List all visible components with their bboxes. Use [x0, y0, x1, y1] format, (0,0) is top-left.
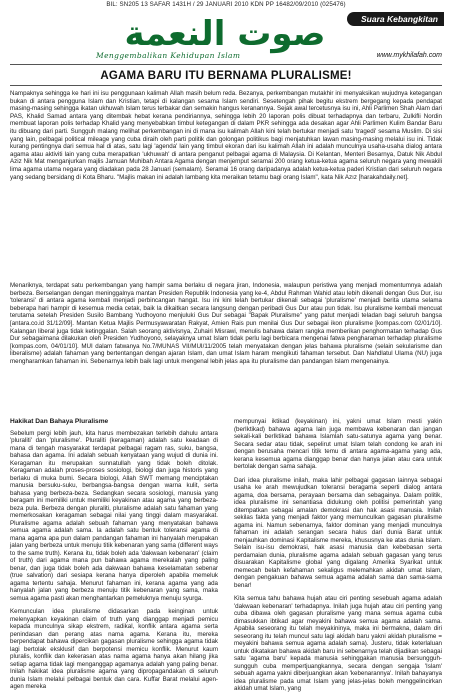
paragraph: Sebelum pergi lebih jauh, kita harus membezakan terlebih dahulu antara 'pluraliti' dan 'pluralisme'. Pluraliti (keragaman) adalah satu keadaan di mana di tengah masyarakat terdapat pelbagai ragam ras, suku, bangsa, bahasa dan agama. Ini adalah sebuah kenyataan yang wujud di dunia ini. Keragaman itu merupakan sunnatullah yang tidak boleh ditolak. Keragaman adalah proses-proses sosiologi, biologi dan juga historis yang berlaku di muka bumi. Secara biologi, Allah SWT memang menciptakan manusia bersuku-suku, berbangsa-bangsa dengan warna kulit, serta bahasa yang berbeza-beza. Sedangkan secara sosiologi, manusia yang beragam ini memiliki untuk memiliki keyakinan atau agama yang berbeza-beza pula. Berbeza dengan pluraliti, pluralisme adalah satu fahaman yang memerkosakan keragaman sebagai nilai yang tinggi dalam masyarakat. Pluralisme agama adalah sebuah fahaman yang menyatakan bahawa semua agama adalah sama. Ia adalah satu bentuk toleransi agama di mana agama apa pun dalam pandangan fahaman ini hanyalah merupakan jalan yang berbeza untuk menuju titik kebenaran yang sama (different ways to the same truth). Kerana itu, tidak boleh ada 'dakwaan kebenaran' (claim of truth) dari agama mana pun bahawa agama merekalah yang paling benar, dan juga tidak boleh ada dakwaan bahawa keselamatan sebenar (true salvation) dari sesiapa kerana hanya diperoleh apabila memeluk agama tertentu sahaja. Menurut fahaman ini, kerana agama yang ada hanyalah jalan yang berbeza menuju titik kebenaran yang sama, maka semua agama pasti akan menghantarkan pemeluknya menuju syurga. [10, 429, 218, 602]
section-heading: Hakikat Dan Bahaya Pluralisme [10, 418, 109, 425]
divider [10, 85, 442, 86]
masthead [4, 11, 448, 63]
paragraph: Kemunculan idea pluralisme didasarkan pada keinginan untuk melenyapkan keyakinan claim of truth yang dianggap menjadi pemicu kepada munculnya sikap ekstrem, radikal, konflik antara agama serta penindasan dan perang atas nama agama. Kerana itu, mereka berpendapat bahawa dipercikan gagasan pluralisme sehingga agama tidak lagi bertolak eksklusif dan berpotensi memicu konflik. Menurut kaum pluralis, konflik dan kekerasan atas nama agama hanya akan hilang jika setiap agama tidak lagi menganggap agamanya adalah yang paling benar. Inilah hakikat idea pluralisme agama yang dipropagandakan di seluruh dunia Islam melalui pelbagai bentuk dan cara. Kuffar Barat melalui agen-agen mereka [10, 608, 218, 690]
masthead-tagline: Menggembalikan Kehidupan Islam [96, 51, 241, 60]
masthead-url[interactable]: www.mykhilafah.com [376, 52, 442, 59]
intro-paragraph: Nampaknya sehingga ke hari ini isu penggunaan kalimah Allah masih belum reda. Bezanya, perkembangan mutakhir ini menyaksikan wujudnya ketegangan bukan di antara pengguna Islam dan Kristian, tetapi di kalangan sesama Islam sendiri. Sesetengah pihak begitu ekstrem bergegang kepada pendapat masing-masing sehingga ikatan ukhuwah Islam terus terbakar dan semakin hangus keranannya. Sejak awal tercetusnya isu ini, Ahli Parlimen Shah Alam dari PAS, Khalid Samad antara yang ditembak hebat kerana pendiriannya, sehingga lebih 20 laporan polis dibuat terhadapnya dan terbaru, Zulkifli Nordin membuat laporan polis terhadap Khalid yang menyebabkan timbul ketegangan di dalam PKR sehingga ada desakan agar Ahli Parlimen Kulim Bandar Baru itu dibuang dari parti. Sungguh malang melihat perkembangan ini di mana isu kalimah Allah kini telah bertukar menjadi satu 'tragedi' sesama Muslim. Di sisi yang lain, pelbagai political mileage yang cuba diraih oleh parti politik dan golongan politikus bagi menjatuhkan lawan masing-masing melalui isu ini. Tidak kurang pentingnya dari semua hal di atas, satu lagi 'agenda' lain yang timbul ekoran dari isu kalimah Allah ini adalah munculnya usaha-usaha dialog antara agama atau aktiviti lain yang cuba merapatkan 'ukhuwah' di antara penganut pelbagai agama di Malaysia. Di Kelantan, Menteri Besarnya, Datuk Nik Abdul Aziz Nik Mat menganjurkan majlis Jamuan Muhibah Antara Agama dengan menjemput seramai 200 orang ketua-ketua agama seluruh negara yang mewakili lima agama utama negara yang diadakan pada 28 Januari (semalam). Seramai 16 orang daripadanya adalah ketua-ketua paderi Kristian dari seluruh negara yang sedang bersidang di Kota Bharu. "Majlis makan ini adalah lambang kita meraikan tetamu bagi orang Islam", kata Nik Azız [harakahdaily.net]. [10, 90, 442, 181]
logo-arabic-text: صوت النعمة [124, 14, 326, 54]
article-headline: AGAMA BARU ITU BERNAMA PLURALISME! [100, 70, 352, 82]
right-column [234, 418, 442, 692]
issue-info-line: BIL: SN205 13 SAFAR 1431H / 29 JANUARI 2010 KDN PP 16482/09/2010 (025476) [106, 1, 346, 8]
paragraph: mempunyai iktikad (keyakinan) ini, yakni umat Islam mesti yakin (berIktikad) bahawa agama lain juga membawa kebenaran dan jangan sekali-kali berIktikad bahawa Islamlah satu-satunya agama yang benar. Secara sedar atau tidak, sepelirut umat Islam telah condong ke arah ini dengan berusaha mencari titik temu di antara agama-agama yang ada, kerana kesemua agama dianggap benar dan hanya jalan atau cara untuk bertolak dengan sama sahaja. [234, 418, 442, 470]
masthead-badge: Suara Kebangkitan [347, 12, 444, 26]
divider [10, 64, 442, 65]
paragraph: Kita semua tahu bahawa hujah atau ciri penting sesebuah agama adalah 'dakwaan kebenaran' terhadapnya. Inilah juga hujah atau ciri penting yang cuba dibawa oleh gagasan pluralisme yang mana semua agama cuba dimasukkan ibtikad agar meyakini bahawa semua agama adalah sama. Apabila seseorang itu telah meyakininya, maka ini bermakna, dalam diri seseorang itu telah muncul satu lagi akidah baru yakni akidah pluralisme = meyakini bahawa semua agama adalah sama). Justeru, tidak keterlaluan untuk dikatakan bahawa akidah baru ini sebenarnya telah dijadikan sebagai satu 'agama baru' kepada manusia sehinggakan manusia bersungguh-sungguh cuba mempertjuangkannya, secara dengan sengaja 'Islam' sebuah agama yakni diberjuangkan akan 'kebenarannya'. Inilah bahayanya idea pluralisme pada umat Islam yang jelas-jelas boleh menggelincirkan akidah umat Islam, yang [234, 595, 442, 692]
left-column [10, 418, 218, 690]
intro-paragraph-2: Menariknya, terdapat satu perkembangan yang hampir sama berlaku di negara jiran, Indonesia, walaupun peristiwa yang menjadi momentumnya adalah berbeza. Berselangan dengan meninggalnya mantan Presiden Republik Indonesia yang ke-4, Abdul Rahman Wahid atau lebih dikenali dengan Gus Dur, isu 'toleransi' di antara agama kembali menjadi perbincangan hangat. Isu ini kini telah bertukar dikenali sebagai 'pluralisme' menjadi berita utama selama beberapa hari hampir di kesemua media cetak, baik la dikaitkan secara langsung dengan peribadi Gus Dur atau pun tidak. Isu pluralisme kembali mencuat terutama setelah Presiden Susilo Bambang Yudhoyono menjuluki Gus Dur sebagai "Bapak Pluralisme" yang patut menjadi teladan bagi seluruh bangsa [antara.co.id 31/12/09]. Mantan Ketua Majlis Permusyawaratan Rakyat, Amien Rais pun menilai Gus Dur sebagai ikon pluralisme [kompas.com 02/01/10]. Kalangan liberal juga tidak ketinggalan. Salah seorang aktivisnya, Zuhairi Misrawi, menulis bahawa dalam rangka memberikan penghormatan terhadap Gus Dur sebagaimana dilakukan oleh Presiden Yudhoyono, selayaknya umat Islam tidak perlu lagi berbicara mengenai fatwa pengharaman terhadap pluralisme [kompas.com, 04/01/10]. MUI dalam fatwanya No.7/MUNAS VII/MUI/11/2005 telah menyatakan dengan jelas bahawa pluralisme (selain sekularisme dan liberalisme) adalah fahaman yang bertentangan dengan ajaran Islam, dan umat Islam haram mengikuti fahaman tersebut. Dan Nahdlatul Ulama (NU) juga mengharamkan fahaman ini. Sebenarnya lebih baik lagi untuk mengenal lebih jelas apa itu pluralisme dan pandangan Islam mengenainya. [10, 282, 442, 365]
paragraph: Dari idea pluralisme inilah, maka lahir pelbagai gagasan lainnya sebagai usaha ke arah mewujudkan toleransi beragama seperti dialog antara agama, doa bersama, perayaan bersama dan sebagainya. Dalam politik, idea pluralisme ini senantiasa didukung oleh politisi pemerintah yang ditempatkan sebagai amalan demokrasi dan hak asasi manusia. Inilah sekilas fakta yang menjadi faktor yang memunculkan gagasan pluralisme agama ini. Namun sebenarnya, faktor dominan yang menjadi munculnya fahaman ini adalah serangan secara halus dari dunia Barat untuk menjauhkan dominasi Kapitalisme mereka, khususnya ke atas dunia Islam. Selain isu-isu demokrasi, hak asasi manusia dan kebebasan serta perdamaian dunia, pluralisme agama adalah sebuah gagasan yang terus disuarakan Kapitalisme global yang digalang Amerika Syarikat untuk memecah belah kefahaman sekaligus melemahkan akidah umat Islam, dengan pengakuan bahawa semua agama adalah sama dan sama-sama benar! [234, 476, 442, 589]
